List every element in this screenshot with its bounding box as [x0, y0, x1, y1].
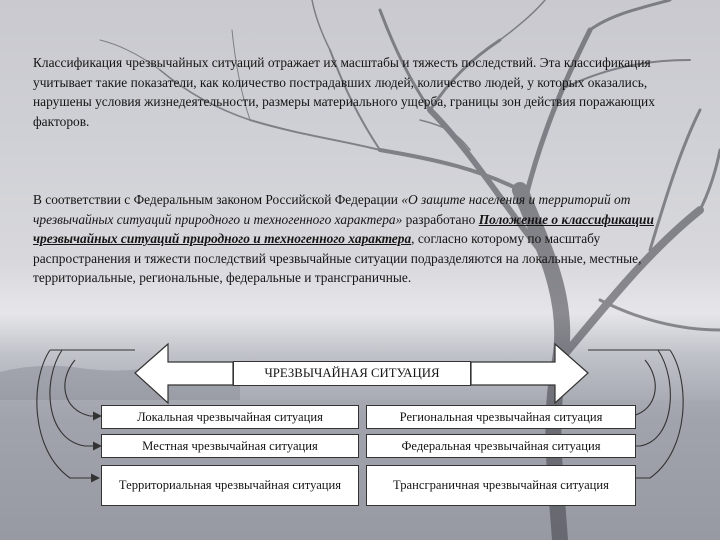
law-paragraph-mid: разработано — [402, 211, 479, 227]
territorial-situation-box: Территориальная чрезвычайная ситуация — [101, 465, 359, 506]
local-situation-box: Локальная чрезвычайная ситуация — [101, 405, 359, 429]
left-block-arrow — [135, 344, 233, 403]
law-paragraph-intro: В соответствии с Федеральным законом Российской Федерации — [33, 192, 402, 207]
regional-situation-box: Региональная чрезвычайная ситуация — [366, 405, 636, 429]
intro-paragraph: Классификация чрезвычайных ситуаций отражает их масштабы и тяжесть последствий. Эта классификация учитывает такие показатели, как количество пострадавших людей, количество людей, у которых оказались, нарушены условия жизнедеятельности, размеры материального ущерба, границы зон действия поражающих факторов. — [33, 55, 655, 129]
regulation-title: Положение о классификации чрезвычайных ситуаций природного и техногенного характера — [33, 211, 654, 247]
right-block-arrow — [471, 344, 588, 403]
emergency-situation-title-box: ЧРЕЗВЫЧАЙНАЯ СИТУАЦИЯ — [233, 361, 471, 386]
law-title: «О защите населения и территорий от чрезвычайных ситуаций природного и техногенного характера» — [33, 192, 631, 227]
transboundary-situation-box: Трансграничная чрезвычайная ситуация — [366, 465, 636, 506]
municipal-situation-box: Местная чрезвычайная ситуация — [101, 434, 359, 458]
federal-situation-box: Федеральная чрезвычайная ситуация — [366, 434, 636, 458]
law-paragraph-rest: , согласно которому по масштабу распространения и тяжести последствий чрезвычайные ситуации подразделяются на локальные, местные, территориальные, региональные, федеральные и трансграничные. — [33, 231, 642, 286]
